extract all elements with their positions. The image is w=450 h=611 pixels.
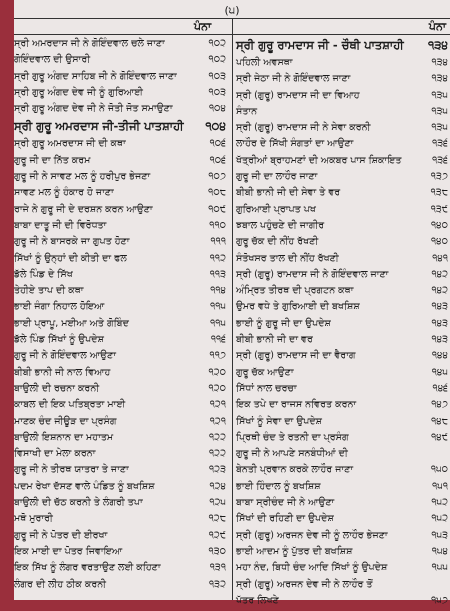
toc-entry	[14, 399, 228, 415]
toc-entry-title: ਬੇਨਤੀ ਪ੍ਰਵਾਨ ਕਰਕੇ ਲਾਹੌਰ ਜਾਣਾ	[236, 464, 354, 476]
toc-entry	[14, 253, 228, 269]
toc-entry-title: ਸ੍ਰੀ (ਗੁਰੂ) ਅਰਜਨ ਦੇਵ ਜੀ ਨੂੰ ਲਾਹੌਰ ਭੇਜਣਾ	[236, 529, 388, 541]
toc-entry	[14, 448, 228, 464]
toc-entry	[236, 204, 450, 220]
toc-entry-page: ੧੩੨	[209, 578, 226, 590]
toc-entry-page: ੧੫੨	[431, 497, 448, 509]
toc-entry-title: ਸ੍ਰੀ ਗੁਰੂ ਅਮਰਦਾਸ ਜੀ ਦੀ ਕਥਾ	[14, 138, 126, 150]
toc-entry	[14, 464, 228, 480]
toc-entry	[14, 103, 228, 119]
toc-entry-title: ਉਮਰ ਵਧੇ ਤੇ ਗੁਰਿਆਈ ਦੀ ਬਖਸ਼ਿਸ਼	[236, 301, 360, 313]
toc-entry	[14, 269, 228, 285]
toc-entry-page: ੧੧੪	[210, 285, 226, 297]
toc-entry	[236, 383, 450, 399]
toc-entry	[236, 399, 450, 415]
toc-entry-title: ਗੋਇੰਦਵਾਲ ਦੀ ਉਸਾਰੀ	[14, 54, 91, 66]
toc-entry	[236, 236, 450, 252]
toc-entry-page: ੧੩੯	[430, 203, 448, 215]
toc-entry-page: ੧੪੬	[432, 382, 448, 394]
book-page	[14, 0, 450, 606]
toc-entry-title: ਬਾਉਲੀ ਦੀ ਰਚਨਾ ਕਰਨੀ	[14, 382, 100, 394]
toc-entry-title: ਗੁਰੂ ਜੀ ਨੇ ਗੋਇੰਦਵਾਲ ਆਉਣਾ	[14, 350, 116, 362]
toc-entry	[14, 138, 228, 154]
toc-entry	[236, 171, 450, 187]
toc-entry-page: ੧੦੪	[208, 103, 226, 115]
toc-entry-title: ਸ੍ਰੀ (ਗੁਰੂ) ਰਾਮਦਾਸ ਜੀ ਨੇ ਸੇਵਾ ਕਰਨੀ	[236, 122, 371, 134]
toc-entry-page: ੧੩੧	[209, 562, 226, 574]
toc-entry-title: ਡੱਲੇ ਪਿੰਡ ਦੇ ਸਿੱਖ	[14, 268, 73, 280]
toc-entry-title: ਸ੍ਰੀ ਅਮਰਦਾਸ ਜੀ ਨੇ ਗੋਇੰਦਵਾਲ ਚਲੇ ਜਾਣਾ	[14, 38, 165, 49]
toc-entry-title: ਪੱਤਰ ਲਿਖਣੇ	[236, 594, 279, 606]
toc-entry-page: ੧੩੫	[431, 105, 448, 117]
toc-entry-page: ੧੩੦	[208, 545, 226, 557]
toc-entry-title: ਗੁਰੂ ਜੀ ਨੇ ਪੋਤਰ ਦੀ ਈਰਖਾ	[14, 529, 108, 541]
toc-entry-title: ਪਦਮ ਰੇਖਾ ਦੱਸਣ ਵਾਲੇ ਪੰਡਿਤ ਨੂੰ ਬਖਸ਼ਿਸ਼	[14, 480, 155, 492]
toc-entry-page: ੧੦੨	[208, 38, 226, 49]
toc-entry	[236, 497, 450, 513]
toc-entry	[236, 220, 450, 236]
toc-entry	[236, 579, 450, 595]
toc-entry-title: ਸੰਤਾਨ	[236, 105, 258, 117]
toc-entry	[236, 432, 450, 448]
toc-entry	[236, 57, 450, 73]
toc-entry	[236, 269, 450, 285]
toc-entry-page: ੧੧੫	[210, 317, 226, 329]
toc-entry-page: ੧੩੪	[431, 73, 448, 85]
toc-entry	[236, 546, 450, 562]
toc-entry-title: ਸ੍ਰੀ (ਗੁਰੂ) ਰਾਮਦਾਸ ਜੀ ਦਾ ਵੈਰਾਗ	[236, 350, 356, 362]
toc-entry-title: ਅੰਮ੍ਰਿਤ ਤੀਰਥ ਦੀ ਪ੍ਰਗਟਨ ਕਥਾ	[236, 285, 354, 297]
toc-entry	[14, 187, 228, 203]
toc-entry-page: ੧੧੩	[209, 268, 226, 280]
toc-entry-page: ੧੪੨	[431, 268, 448, 280]
toc-entry-title: ਗੁਰਿਆਈ ਪ੍ਰਾਪਤ ਪਖ	[236, 203, 316, 215]
toc-entry	[14, 481, 228, 497]
toc-entry-page: ੧੩੬	[432, 138, 448, 150]
toc-entry-page: ੧੧੭	[209, 350, 226, 362]
toc-entry	[236, 416, 450, 432]
toc-entry	[14, 171, 228, 187]
toc-entry-page: ੧੦੮	[208, 187, 226, 199]
toc-entry-title: ਸ੍ਰੀ (ਗੁਰੂ) ਰਾਮਦਾਸ ਜੀ ਦਾ ਵਿਆਹ	[236, 89, 360, 101]
toc-entry-title: ਇਕ ਮਾਈ ਦਾ ਪੋਤਰ ਜਿਵਾਇਆ	[14, 545, 123, 557]
toc-entry-page: ੧੩੪	[431, 57, 448, 68]
toc-entry-title: ਸਿੱਖਾਂ ਨੂੰ ਸੇਵਾ ਦਾ ਉਪਦੇਸ਼	[236, 415, 322, 427]
toc-entry-page: ੧੫੩	[431, 529, 448, 541]
toc-entry	[236, 285, 450, 301]
toc-entry-title: ਝਬਾਲ ਪਹੁੰਚਣੇ ਦੀ ਜਾਗੀਰ	[236, 219, 325, 231]
toc-entry-title: ਗੁਰੂ ਜੀ ਦਾ ਨਿੱਤ ਕਰਮ	[14, 154, 91, 166]
toc-entry	[14, 236, 228, 252]
toc-entry-page: ੧੨੦	[208, 366, 226, 378]
toc-entry-title: ਸ੍ਰੀ ਗੁਰੂ ਅੰਗਦ ਸਾਹਿਬ ਜੀ ਨੇ ਗੋਇੰਦਵਾਲ ਜਾਣਾ	[14, 70, 177, 82]
toc-entry-page: ੧੨੫	[209, 497, 226, 509]
toc-entry-page: ੧੪੮	[431, 415, 448, 427]
toc-entry-title: ਸ੍ਰੀ ਗੁਰੂ ਅੰਗਦ ਦੇਵ ਜੀ ਨੇ ਜੋਤੀ ਜੋਤ ਸਮਾਉਣਾ	[14, 103, 173, 115]
toc-entry-page: ੧੩੭	[430, 171, 448, 183]
toc-entry-title: ਗੁਰੂ ਜੀ ਦਾ ਲਾਹੌਰ ਜਾਣਾ	[236, 171, 318, 183]
toc-entry-title: ਸ੍ਰੀ ਜੇਠਾ ਜੀ ਨੇ ਗੋਇੰਦਵਾਲ ਜਾਣਾ	[236, 73, 351, 85]
toc-entry	[236, 90, 450, 106]
page-number: (੫)	[224, 4, 240, 17]
toc-entry-page: ੧੨੧	[209, 415, 226, 427]
toc-entry	[14, 530, 228, 546]
toc-entry-title: ਭਾਈ ਪ੍ਰਾਪੂ, ਮਈਆ ਅਤੇ ਗੋਬਿੰਦ	[14, 317, 129, 329]
toc-entry	[14, 513, 228, 529]
toc-entry	[14, 562, 228, 578]
toc-entry-page: ੧੩੫	[431, 89, 448, 101]
toc-entry-title: ਇਕ ਸਿੱਖ ਨੂੰ ਲੰਗਰ ਵਰਤਾਉਣ ਲਈ ਕਹਿਣਾ	[14, 562, 161, 574]
toc-entry-title: ਸ੍ਰੀ (ਗੁਰੂ) ਅਰਜਨ ਦੇਵ ਜੀ ਨੇ ਲਾਹੌਰ ਤੋਂ	[236, 578, 373, 590]
toc-entry-page: ੧੪੨	[431, 285, 448, 297]
toc-entry	[236, 155, 450, 171]
toc-entry	[236, 562, 450, 578]
right-column-header: ਪੰਨਾ	[428, 20, 446, 33]
toc-entry	[14, 367, 228, 383]
toc-entry-page: ੧੩੮	[430, 187, 448, 199]
toc-entry	[14, 579, 228, 595]
toc-entry-page: ੧੪੫	[431, 366, 448, 378]
toc-entry-page: ੧੫੦	[430, 464, 448, 476]
toc-entry-page: ੧੨੯	[208, 529, 226, 541]
toc-entry-title: ਭਾਈ ਹਿੰਦਾਲ ਨੂੰ ਬਖਸ਼ਿਸ਼	[236, 480, 321, 492]
toc-entry-title: ਗੁਰੂ ਜੀ ਨੇ ਆਪਣੇ ਸਨਬੰਧੀਆਂ ਦੀ	[236, 448, 348, 460]
toc-entry-page: ੧੨੧	[209, 399, 226, 411]
toc-entry-page: ੧੪੩	[431, 301, 448, 313]
toc-entry	[14, 301, 228, 317]
toc-entry-title: ਗੁਰੂ ਜੀ ਨੇ ਤੀਰਥ ਯਾਤਰਾ ਤੇ ਜਾਣਾ	[14, 464, 129, 476]
toc-entry-title: ਮਥੋ ਮੁਰਾਰੀ	[14, 513, 53, 525]
toc-entry-page: ੧੪੩	[431, 334, 448, 346]
toc-entry	[236, 464, 450, 480]
toc-entry-page: ੧੦੬	[209, 154, 226, 166]
toc-entry	[14, 416, 228, 432]
toc-entry-page: ੧੦੪	[205, 119, 226, 134]
toc-entry	[14, 204, 228, 220]
toc-entry-title: ਬਾਉਲੀ ਦੀ ਚੱਠ ਕਰਨੀ ਤੇ ਲੰਗਰੀ ਤਪਾ	[14, 497, 143, 509]
toc-entry-page: ੧੨੮	[208, 513, 226, 525]
toc-entry	[236, 481, 450, 497]
toc-entry	[14, 87, 228, 103]
toc-entry-page: ੧੪੯	[431, 431, 448, 443]
toc-entry-page: ੧੨੨	[209, 431, 226, 443]
toc-entry-title: ਭਾਈ ਜੰਗਾ ਨਿਹਾਲ ਹੋਇਆ	[14, 301, 105, 313]
toc-entry-title: ਬਾਬਾ ਦਾਤੂ ਜੀ ਦੀ ਵਿਰੋਧਤਾ	[14, 219, 107, 231]
toc-entry-title: ਖੱਤ੍ਰੀਆਂ ਬ੍ਰਾਹਮਣਾਂ ਦੀ ਅਕਬਰ ਪਾਸ ਸ਼ਿਕਾਇਤ	[236, 154, 402, 166]
toc-entry-title: ਗੁਰੂ ਜੀ ਨੇ ਸਾਵਣ ਮਲ ਨੂੰ ਹਰੀਪੁਰ ਭੇਜਣਾ	[14, 171, 151, 183]
toc-entry-page: ੧੩੬	[432, 154, 448, 166]
toc-entry-title: ਸਿੱਖਾਂ ਦੀ ਰਹਿਣੀ ਦਾ ਉਪਦੇਸ਼	[236, 513, 334, 525]
toc-entry-title: ਪਹਿਲੀ ਅਵਸਥਾ	[236, 57, 293, 68]
toc-entry-page: ੧੦੯	[208, 203, 226, 215]
toc-entry-title: ਸ੍ਰੀ (ਗੁਰੂ) ਰਾਮਦਾਸ ਜੀ ਨੇ ਗੋਇੰਦਵਾਲ ਜਾਣਾ	[236, 268, 389, 280]
toc-entry-title: ਬੀਬੀ ਭਾਨੀ ਜੀ ਨਾਲ ਵਿਆਹ	[14, 366, 111, 378]
toc-entry	[14, 155, 228, 171]
left-toc-column	[14, 38, 228, 595]
toc-entry-page: ੧੪੪	[431, 350, 448, 362]
toc-entry-page: ੧੩੫	[431, 122, 448, 134]
toc-entry-page: ੧੨੦	[208, 382, 226, 394]
toc-entry	[14, 318, 228, 334]
toc-entry-title: ਗੁਰੂ ਚੱਕ ਦੀ ਨੀਂਹ ਰੱਖਣੀ	[236, 236, 319, 248]
toc-entry-title: ਗੁਰੂ ਚੱਕ ਆਉਣਾ	[236, 366, 294, 378]
toc-entry-page: ੧੪੩	[431, 317, 448, 329]
toc-entry	[14, 71, 228, 87]
toc-entry-page: ੧੫੧	[432, 480, 448, 492]
toc-entry	[236, 334, 450, 350]
toc-entry-page: ੧੨੩	[209, 464, 226, 476]
toc-entry	[236, 138, 450, 154]
toc-entry-title: ਸ੍ਰੀ ਗੁਰੂ ਅਮਰਦਾਸ ਜੀ-ਤੀਜੀ ਪਾਤਸ਼ਾਹੀ	[14, 119, 184, 134]
toc-entry-page: ੧੧੬	[210, 334, 226, 346]
toc-entry-page: ੧੧੫	[210, 301, 226, 313]
left-column-header: ਪੰਨਾ	[194, 20, 212, 33]
column-divider	[232, 18, 233, 600]
toc-entry-page: ੧੪੧	[432, 252, 448, 264]
toc-entry-title: ਸਿੱਖਾਂ ਨੂੰ ਉਨ੍ਹਾਂ ਦੀ ਕੀਤੀ ਦਾ ਫਲ	[14, 252, 127, 264]
toc-entry-page: ੧੦੩	[208, 86, 226, 98]
toc-entry	[14, 285, 228, 301]
toc-entry-title: ਬੀਬੀ ਭਾਨੀ ਜੀ ਦੀ ਸੇਵਾ ਤੇ ਵਰ	[236, 187, 341, 199]
toc-entry	[14, 350, 228, 366]
toc-entry	[236, 73, 450, 89]
toc-entry	[14, 38, 228, 54]
toc-entry	[236, 350, 450, 366]
toc-entry-page: ੧੪੭	[431, 399, 448, 411]
toc-entry	[236, 595, 450, 611]
toc-entry-title: ਭਾਈ ਆਦਮ ਨੂੰ ਪੁੱਤਰ ਦੀ ਬਖਸ਼ਿਸ਼	[236, 545, 353, 557]
toc-entry-title: ਮਹਾ ਨੰਦ, ਬਿਧੀ ਚੰਦ ਆਦਿ ਸਿੱਖਾਂ ਨੂੰ ਉਪਦੇਸ਼	[236, 562, 388, 574]
toc-entry	[236, 513, 450, 529]
toc-entry-title: ਵਿਸਾਖੀ ਦਾ ਮੇਲਾ ਕਰਨਾ	[14, 448, 96, 460]
toc-entry	[14, 546, 228, 562]
toc-entry	[236, 122, 450, 138]
toc-entry-page: ੧੧੧	[210, 236, 226, 248]
toc-entry-title: ਬਾਬਾ ਸ੍ਰੀਚੰਦ ਜੀ ਨੇ ਆਉਣਾ	[236, 497, 335, 509]
toc-entry-title: ਭਾਈ ਨੂੰ ਗੁਰੂ ਜੀ ਦਾ ਉਪਦੇਸ਼	[236, 317, 331, 329]
toc-entry	[14, 220, 228, 236]
toc-entry-page: ੧੫੭	[431, 594, 448, 606]
toc-entry-page: ੧੦੬	[209, 138, 226, 150]
toc-entry-title: ਪ੍ਰਿਥੀ ਚੰਦ ਤੇ ਰਤਨੀ ਦਾ ਪ੍ਰਸੰਗ	[236, 431, 349, 443]
toc-entry	[14, 432, 228, 448]
toc-entry-page: ੧੨੪	[209, 480, 226, 492]
toc-entry	[236, 448, 450, 464]
toc-entry-title: ਸ੍ਰੀ ਗੁਰੂ ਅੰਗਦ ਦੇਵ ਜੀ ਨੂੰ ਗੁਰਿਆਈ	[14, 86, 143, 98]
toc-entry-title: ਸਾਵਣ ਮਲ ਨੂੰ ਹੰਕਾਰ ਹੋ ਜਾਣਾ	[14, 187, 114, 199]
toc-entry-title: ਲਾਹੌਰ ਦੇ ਸਿੱਖੀ ਸੰਗਤਾਂ ਦਾ ਆਉਣਾ	[236, 138, 354, 150]
toc-entry-page: ੧੨੨	[209, 448, 226, 460]
toc-entry-page: ੧੦੨	[208, 54, 226, 66]
toc-entry-title: ਕਾਬਲ ਦੀ ਇਕ ਪਤਿਬ੍ਰਤਾ ਮਾਈ	[14, 399, 126, 411]
toc-entry-title: ਬੀਬੀ ਭਾਨੀ ਜੀ ਦਾ ਵਰ	[236, 334, 313, 346]
toc-entry-title: ਇਕ ਤਪੇ ਦਾ ਰਾਜਸ ਨਵਿਰਤ ਕਰਨਾ	[236, 399, 357, 411]
toc-entry-title: ਲੰਗਰ ਦੀ ਲੀਹ ਠੀਕ ਕਰਨੀ	[14, 578, 107, 590]
toc-entry	[14, 383, 228, 399]
toc-entry-title: ਡੱਲੇ ਪਿੰਡ ਸਿੱਖਾਂ ਨੂੰ ਉਪਦੇਸ਼	[14, 334, 104, 346]
toc-entry	[14, 334, 228, 350]
toc-entry-title: ਸ੍ਰੀ ਗੁਰੂ ਰਾਮਦਾਸ ਜੀ - ਚੌਥੀ ਪਾਤਸ਼ਾਹੀ	[236, 38, 404, 52]
toc-entry-page: ੧੫੨	[431, 513, 448, 525]
toc-entry-page: ੧੩੪	[427, 38, 448, 52]
toc-entry-title: ਸੰਤੋਖਸਰ ਤਾਲ ਦੀ ਨੀਂਹ ਰੱਖਣੀ	[236, 252, 339, 264]
toc-entry-page: ੧੫੫	[431, 562, 448, 574]
toc-entry-title: ਰਾਜੇ ਨੇ ਗੁਰੂ ਜੀ ਦੇ ਦਰਸ਼ਨ ਕਰਨ ਆਉਣਾ	[14, 203, 153, 215]
toc-entry	[236, 253, 450, 269]
toc-entry-title: ਗੁਰੂ ਜੀ ਨੇ ਬਾਸਰਕੇ ਜਾ ਗੁਪਤ ਹੋਣਾ	[14, 236, 130, 248]
toc-entry	[236, 106, 450, 122]
toc-section-heading	[236, 38, 450, 57]
toc-entry	[236, 318, 450, 334]
toc-entry-page: ੧੦੭	[208, 171, 226, 183]
toc-entry-page: ੧੧੦	[209, 219, 226, 231]
toc-entry-page: ੧੦੩	[208, 70, 226, 82]
toc-entry-page: ੧੪੦	[430, 236, 448, 248]
right-toc-column	[236, 38, 450, 611]
toc-entry	[14, 497, 228, 513]
toc-entry	[14, 54, 228, 70]
toc-entry-title: ਬਾਉਲੀ ਇਸ਼ਨਾਨ ਦਾ ਮਹਾਤਮ	[14, 431, 114, 443]
toc-entry	[236, 530, 450, 546]
toc-entry-title: ਮਾਣਕ ਚੰਦ ਜੀਊੜ ਦਾ ਪ੍ਰਸੰਗ	[14, 415, 117, 427]
toc-entry	[236, 367, 450, 383]
toc-entry-title: ਤੇਹੀਏ ਤਾਪ ਦੀ ਕਥਾ	[14, 285, 84, 297]
toc-entry-page: ੧੧੨	[209, 252, 226, 264]
toc-section-heading	[14, 119, 228, 138]
toc-entry	[236, 187, 450, 203]
toc-entry-page: ੧੪੦	[430, 219, 448, 231]
toc-entry-title: ਸਿੱਧਾਂ ਨਾਲ ਚਰਚਾ	[236, 382, 297, 394]
toc-entry	[236, 301, 450, 317]
toc-entry-page: ੧੫੪	[431, 545, 448, 557]
